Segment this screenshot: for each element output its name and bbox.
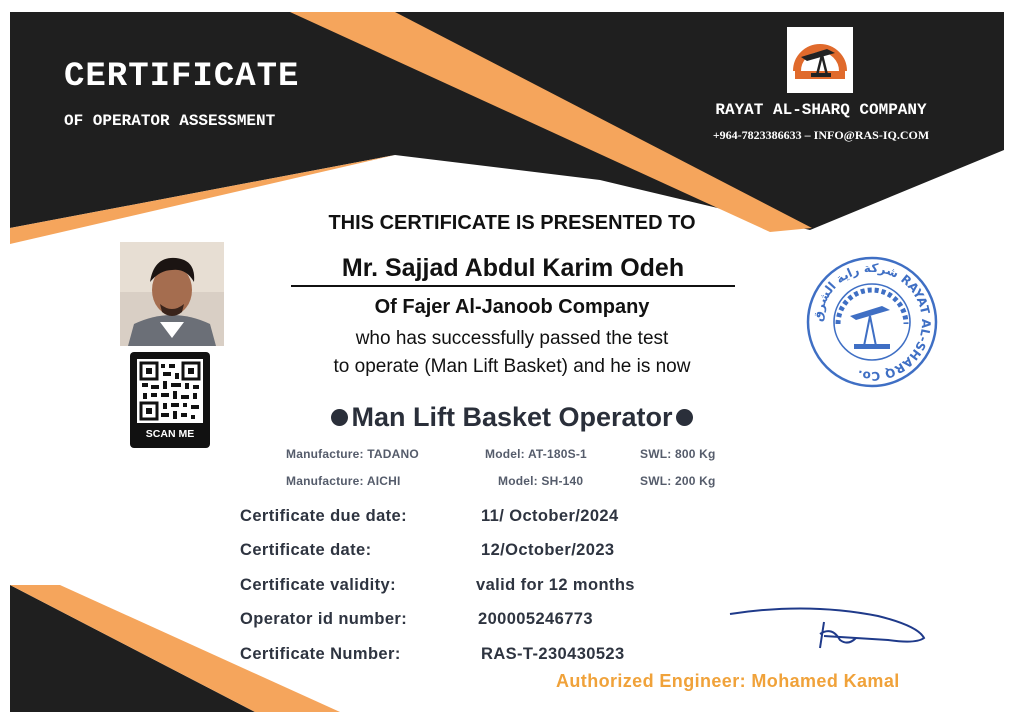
bullet-icon [331, 409, 348, 426]
passed-text-line-2: to operate (Man Lift Basket) and he is now [333, 356, 691, 377]
company-stamp [804, 254, 940, 390]
role-title-text: Man Lift Basket Operator [351, 402, 673, 432]
recipient-company: Of Fajer Al-Janoob Company [374, 296, 650, 318]
company-name: RAYAT AL-SHARQ COMPANY [715, 101, 927, 119]
detail-label-cert-number: Certificate Number: [240, 645, 401, 663]
detail-label-cert-date: Certificate date: [240, 541, 372, 559]
certificate-title: CERTIFICATE [64, 58, 300, 96]
detail-value-operator-id: 200005246773 [478, 610, 593, 628]
engineer-signature [728, 604, 928, 654]
bullet-icon [676, 409, 693, 426]
role-title [260, 402, 764, 433]
company-logo [787, 27, 853, 93]
detail-value-validity: valid for 12 months [476, 576, 635, 594]
qr-code[interactable] [137, 359, 203, 423]
spec-manufacture: Manufacture: AICHI [286, 474, 401, 488]
authorized-engineer: Authorized Engineer: Mohamed Kamal [556, 671, 900, 691]
passed-text-line-1: who has successfully passed the test [355, 328, 669, 349]
detail-value-due-date: 11/ October/2024 [481, 507, 619, 525]
detail-label-due-date: Certificate due date: [240, 507, 408, 525]
spec-manufacture: Manufacture: TADANO [286, 447, 419, 461]
scan-me-label: SCAN ME [145, 428, 195, 440]
qr-code-card[interactable] [130, 352, 210, 448]
operator-photo [120, 242, 224, 346]
detail-value-cert-date: 12/October/2023 [481, 541, 615, 559]
detail-label-operator-id: Operator id number: [240, 610, 408, 628]
spec-swl: SWL: 200 Kg [640, 474, 716, 488]
spec-model: Model: SH-140 [498, 474, 584, 488]
detail-value-cert-number: RAS-T-230430523 [481, 645, 625, 663]
stamp-text: شركة راية الشرق RAYAT AL-SHARQ Co. [810, 260, 934, 384]
recipient-name: Mr. Sajjad Abdul Karim Odeh [291, 254, 735, 287]
detail-label-validity: Certificate validity: [240, 576, 397, 594]
spec-swl: SWL: 800 Kg [640, 447, 716, 461]
certificate-subtitle: OF OPERATOR ASSESSMENT [64, 112, 276, 130]
presented-to-heading: THIS CERTIFICATE IS PRESENTED TO [328, 212, 696, 234]
company-contact: +964-7823386633 – INFO@RAS-IQ.COM [712, 128, 930, 142]
spec-model: Model: AT-180S-1 [485, 447, 587, 461]
